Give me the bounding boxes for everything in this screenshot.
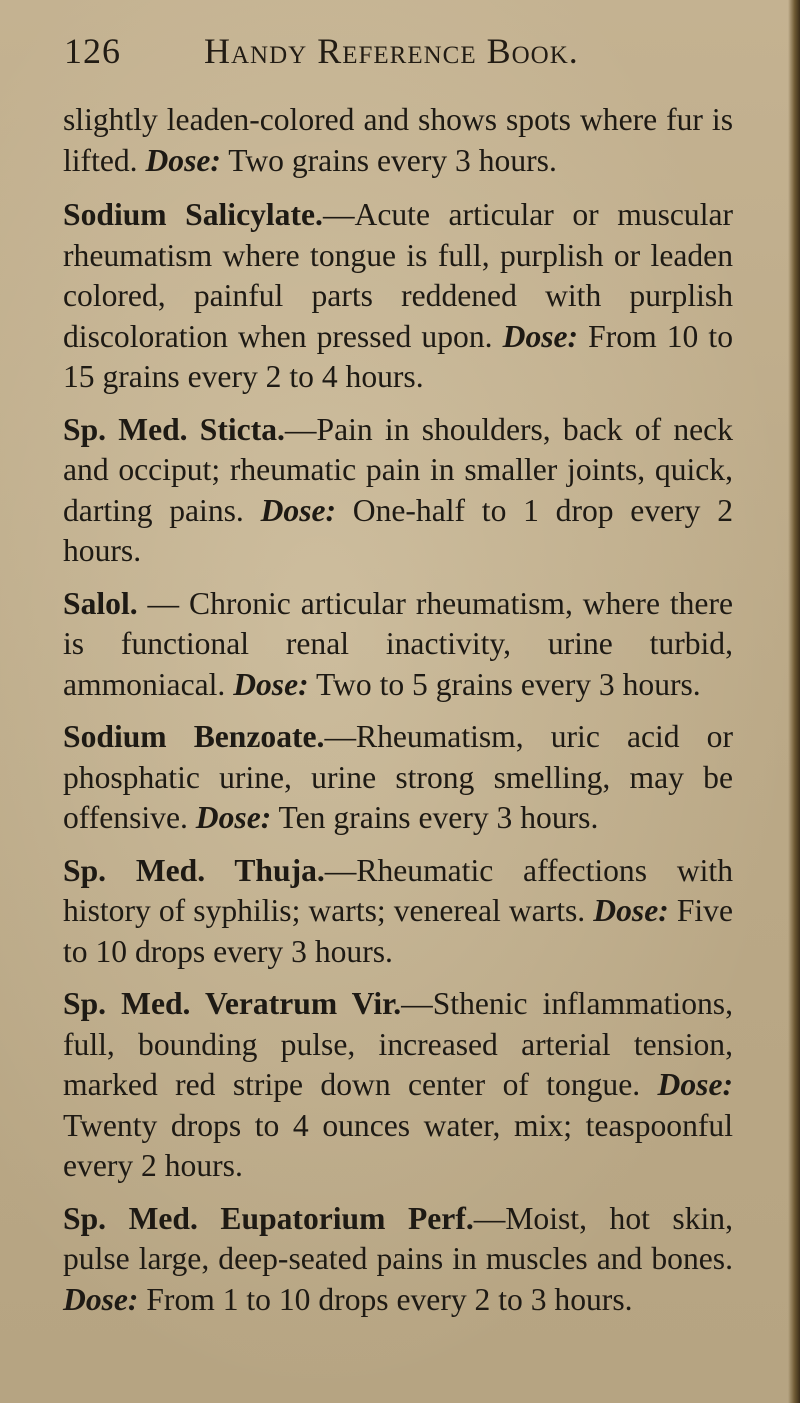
dose-label: Dose: <box>233 666 309 702</box>
page-header <box>64 26 744 82</box>
entry-title: Sodium Benzoate. <box>63 719 325 754</box>
dose-label: Dose: <box>195 800 272 835</box>
entry-title: Sp. Med. Eupatorium Perf. <box>63 1200 474 1236</box>
dose-text: Five to 10 drops every 3 hours. <box>63 893 733 969</box>
dose-text: Two to 5 grains every 3 hours. <box>308 666 701 702</box>
entry-text: —Sthenic inflammations, full, bounding pulse, increased arterial tension, marked red stripe down center of tongue. <box>63 986 733 1102</box>
dose-text: Two grains every 3 hours. <box>220 142 557 178</box>
entry-text: —Rheumatism, uric acid or phosphatic urine, urine strong smelling, may be offensive. <box>63 719 733 835</box>
dose-text: Twenty drops to 4 ounces water, mix; teaspoonful every 2 hours. <box>63 1107 733 1183</box>
entry-title: Salol. <box>63 585 138 621</box>
dose-label: Dose: <box>63 1281 139 1317</box>
page-body <box>63 100 733 1332</box>
running-head: Handy Reference Book. <box>204 31 579 71</box>
dose-text: One-half to 1 drop every 2 hours. <box>63 492 734 568</box>
dose-label: Dose: <box>145 142 221 178</box>
entry-paragraph <box>63 984 733 1187</box>
entry-text: —Pain in shoulders, back of neck and occiput; rheumatic pain in smaller joints, quick, darting pains. <box>63 411 733 528</box>
dose-text: Ten grains every 3 hours. <box>271 800 599 835</box>
entry-paragraph <box>63 1199 733 1321</box>
page-edge-shadow <box>788 0 800 1403</box>
dose-label: Dose: <box>502 318 579 354</box>
dose-label: Dose: <box>593 893 669 928</box>
entry-title: Sp. Med. Veratrum Vir. <box>63 986 402 1021</box>
dose-text: From 1 to 10 drops every 2 to 3 hours. <box>138 1281 633 1317</box>
dose-label: Dose: <box>260 492 337 528</box>
continued-text: slightly leaden-colored and shows spots where fur is lifted. <box>63 102 733 178</box>
entry-paragraph <box>63 851 733 973</box>
entry-paragraph <box>63 584 733 706</box>
continued-paragraph <box>63 100 733 181</box>
entry-title: Sodium Salicylate. <box>63 197 323 232</box>
entry-title: Sp. Med. Thuja. <box>63 852 325 888</box>
entry-text: —Rheumatic affections with history of syphilis; warts; venereal warts. <box>63 852 733 928</box>
page-number: 126 <box>64 31 121 71</box>
entry-text: — Chronic articular rheumatism, where there is functional renal inactivity, urine turbid, ammoniacal. <box>63 585 733 702</box>
dose-text: From 10 to 15 grains every 2 to 4 hours. <box>63 318 734 394</box>
entry-paragraph <box>63 717 733 839</box>
entry-text: —Acute articular or muscular rheumatism where tongue is full, purplish or leaden colored, painful parts reddened with purplish discoloration when pressed upon. <box>63 197 734 354</box>
entry-text: —Moist, hot skin, pulse large, deep-seated pains in muscles and bones. <box>63 1200 733 1276</box>
entry-title: Sp. Med. Sticta. <box>63 411 285 447</box>
entry-paragraph <box>63 410 733 572</box>
entry-paragraph <box>63 195 733 398</box>
dose-label: Dose: <box>657 1067 733 1102</box>
